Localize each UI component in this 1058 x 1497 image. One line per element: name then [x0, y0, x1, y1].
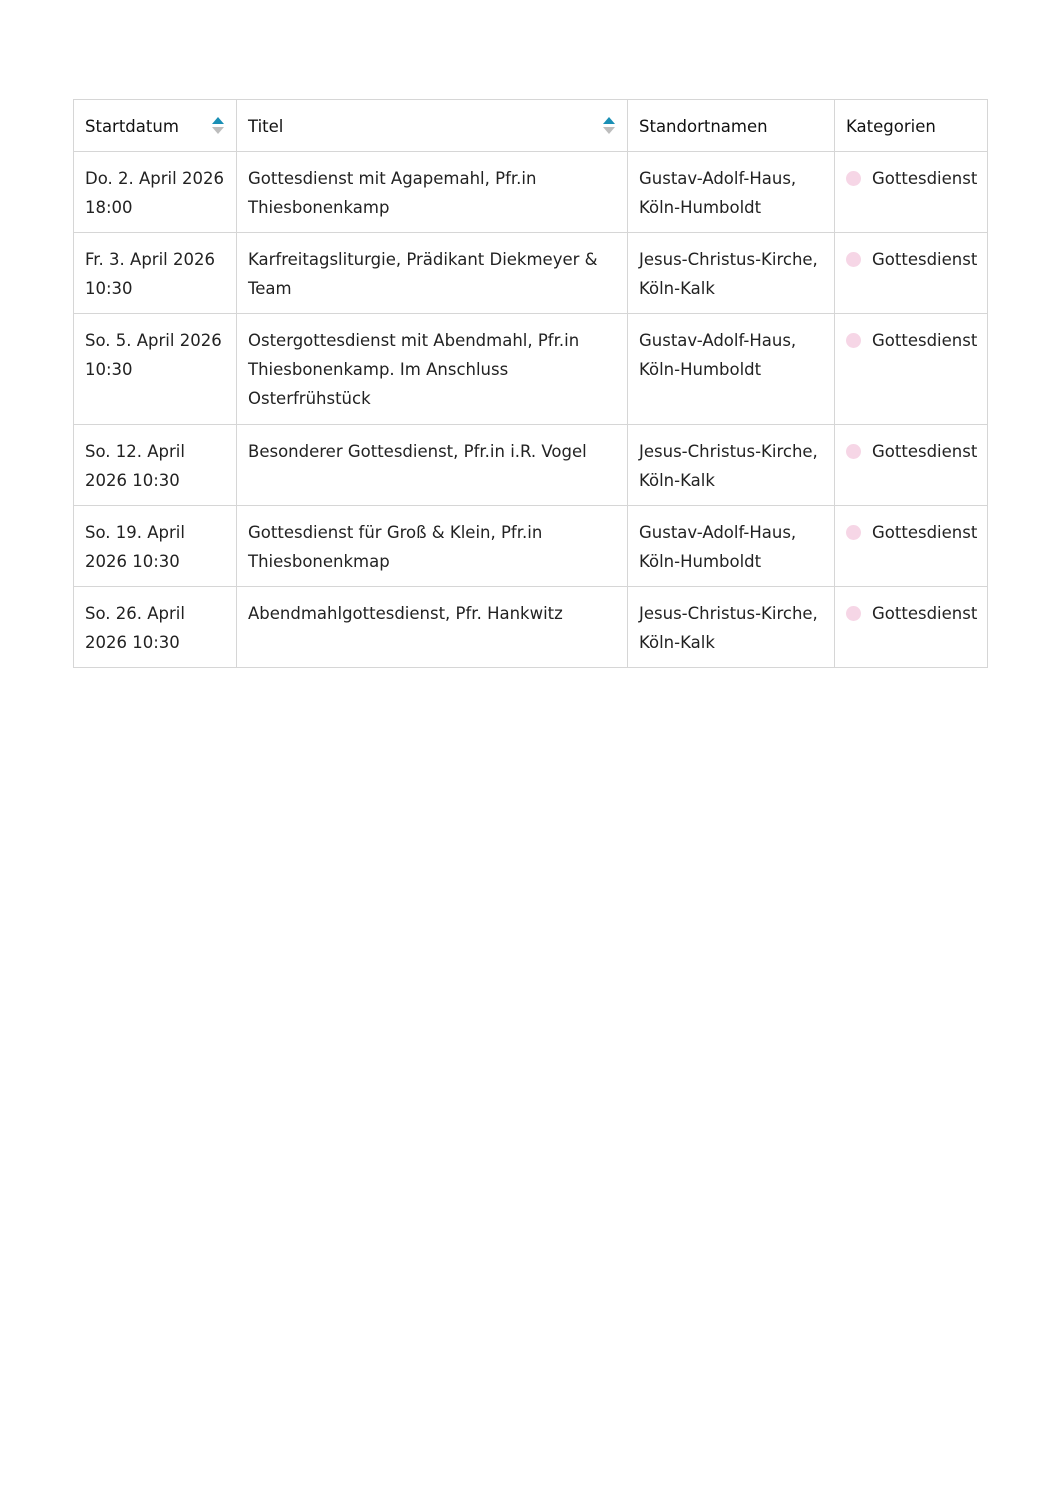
title-cell: Besonderer Gottesdienst, Pfr.in i.R. Vogel — [237, 425, 628, 506]
title-cell: Gottesdienst für Groß & Klein, Pfr.in Thiesbonenkmap — [237, 506, 628, 587]
table-row — [74, 152, 988, 233]
header-row — [74, 100, 988, 152]
category-label: Gottesdienst — [872, 523, 978, 542]
category-cell — [835, 587, 988, 668]
events-table — [73, 99, 988, 668]
location-cell: Gustav-Adolf-Haus, Köln-Humboldt — [628, 314, 835, 425]
header-label: Titel — [248, 117, 284, 136]
category-label: Gottesdienst — [872, 604, 978, 623]
column-header-location: Standortnamen — [628, 100, 835, 152]
category-label: Gottesdienst — [872, 331, 978, 350]
column-header-start[interactable] — [74, 100, 237, 152]
header-label: Startdatum — [85, 117, 179, 136]
category-label: Gottesdienst — [872, 169, 978, 188]
table-row — [74, 233, 988, 314]
category-dot-icon — [846, 525, 861, 540]
sort-icon[interactable] — [603, 116, 615, 136]
location-cell: Gustav-Adolf-Haus, Köln-Humboldt — [628, 152, 835, 233]
table-row — [74, 425, 988, 506]
category-cell — [835, 506, 988, 587]
category-dot-icon — [846, 606, 861, 621]
start-date-cell: Do. 2. April 2026 18:00 — [74, 152, 237, 233]
sort-icon[interactable] — [212, 116, 224, 136]
start-date-cell: So. 26. April 2026 10:30 — [74, 587, 237, 668]
category-label: Gottesdienst — [872, 442, 978, 461]
start-date-cell: So. 12. April 2026 10:30 — [74, 425, 237, 506]
category-dot-icon — [846, 333, 861, 348]
column-header-category: Kategorien — [835, 100, 988, 152]
category-cell — [835, 152, 988, 233]
category-dot-icon — [846, 252, 861, 267]
category-cell — [835, 314, 988, 425]
title-cell: Ostergottesdienst mit Abendmahl, Pfr.in Thiesbonenkamp. Im Anschluss Osterfrühstück — [237, 314, 628, 425]
category-cell — [835, 233, 988, 314]
column-header-title[interactable] — [237, 100, 628, 152]
category-label: Gottesdienst — [872, 250, 978, 269]
category-dot-icon — [846, 171, 861, 186]
table-row — [74, 506, 988, 587]
location-cell: Jesus-Christus-Kirche, Köln-Kalk — [628, 587, 835, 668]
location-cell: Jesus-Christus-Kirche, Köln-Kalk — [628, 233, 835, 314]
location-cell: Gustav-Adolf-Haus, Köln-Humboldt — [628, 506, 835, 587]
location-cell: Jesus-Christus-Kirche, Köln-Kalk — [628, 425, 835, 506]
title-cell: Abendmahlgottesdienst, Pfr. Hankwitz — [237, 587, 628, 668]
category-dot-icon — [846, 444, 861, 459]
start-date-cell: Fr. 3. April 2026 10:30 — [74, 233, 237, 314]
start-date-cell: So. 19. April 2026 10:30 — [74, 506, 237, 587]
table-row — [74, 587, 988, 668]
category-cell — [835, 425, 988, 506]
title-cell: Karfreitagsliturgie, Prädikant Diekmeyer & Team — [237, 233, 628, 314]
table-row — [74, 314, 988, 425]
start-date-cell: So. 5. April 2026 10:30 — [74, 314, 237, 425]
title-cell: Gottesdienst mit Agapemahl, Pfr.in Thiesbonenkamp — [237, 152, 628, 233]
